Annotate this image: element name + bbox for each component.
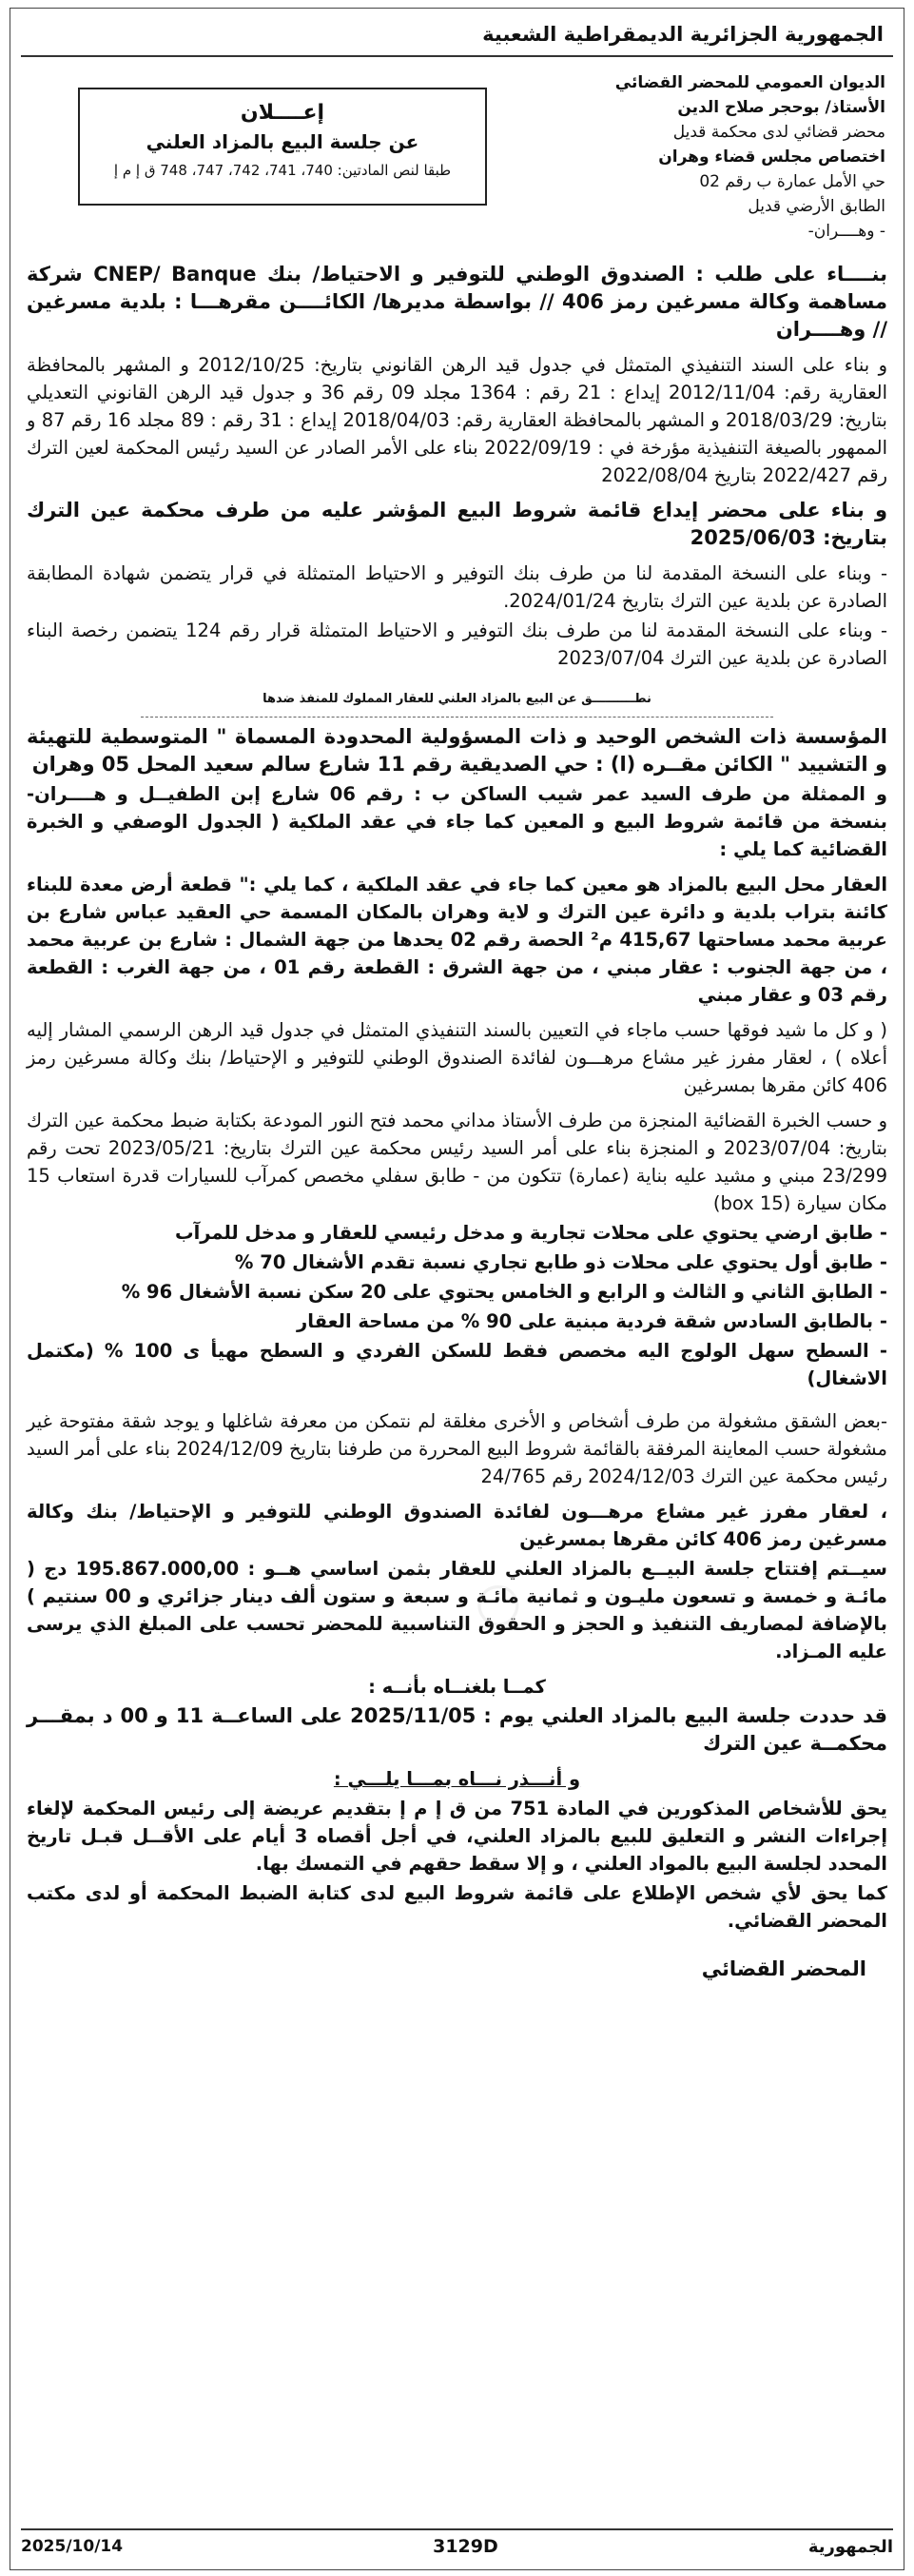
list-item: - طابق ارضي يحتوي على محلات تجارية و مدخل رئيسي للعقار و مدخل للمرآب (174, 1222, 887, 1244)
office-line: حي الأمل عمارة ب رقم 02 (699, 172, 885, 191)
office-line: الديوان العمومي للمحضر القضائي (614, 73, 885, 92)
paragraph-enforcement-title: و بناء على السند التنفيذي المتمثل في جدول قيد الرهن القانوني بتاريخ: 2012/10/25 و المشهر بالمحافظة العقارية رقم: 2012/11/04 إيداع : 21 رقم : 1364 مجلد 09 رقم 36 و جدول قيد الرهن القانوني التعديلي بتاريخ: 2018/03/29 و المشهر بالمحافظة العقارية رقم: 2018/04/03 إيداع : 31 رقم : 89 مجلد 16 رقم 87 و الممهور بالصيغة التنفيذية مؤرخة في : 2022/09/19 بناء على الأمر الصادر عن السيد رئيس المحكمة لعين الترك رقم 2022/427 بتاريخ 2022/08/04 (27, 354, 888, 486)
paragraph-expertise: و حسب الخبرة القضائية المنجزة من طرف الأستاذ مداني محمد فتح النور المودعة بكتابة ضبط محكمة عين الترك بتاريخ: 2023/07/04 و المنجزة بناء على أمر السيد رئيس محكمة عين الترك بتاريخ: 2023/05/21 تحت رقم 23/299 مبني و مشيد عليه بناية (عمارة) تتكون من - طابق سفلي مخصص كمرآب للسيارات قدرة استعاب 15 مكان سيارة (15 box) (27, 1110, 888, 1214)
paragraph-property-description: العقار محل البيع بالمزاد هو معين كما جاء في عقد الملكية ، كما يلي :" قطعة أرض معدة للبناء كائنة بتراب بلدية و دائرة عين الترك و لاية وهران بالمكان المسمة حي العقيد عباس شارع بن عربية محمد مساحتها 415,67 م² الحصة رقم 02 يحدها من جهة الشمال : شارع بن عربية محمد ، من جهة الجنوب : عقار مبني ، من جهة الشرق : القطعة رقم 01 ، من جهة الغرب : القطعة رقم 03 و عقار مبني (27, 874, 887, 1006)
sale-pronouncement-title: نطــــــــــق عن البيع بالمزاد العلني للعقار المملوك للمنفذ ضدها (141, 679, 773, 718)
watermark: ○ (464, 1563, 535, 1642)
newspaper-name: الجمهورية (807, 2536, 893, 2557)
notice-box (78, 88, 487, 206)
office-line: اختصاص مجلس قضاء وهران (658, 147, 885, 167)
paragraph-mortgagee: ، لعقار مفرز غير مشاع مرهـــون لفائدة الصندوق الوطني للتوفير و الإحتياط/ بنك وكالة مسرغين رمز 406 كائن مقرها بمسرغين (27, 1501, 887, 1550)
floor-item: السطح سهل الولوج اليه مخصص فقط للسكن الفردي و السطح مهيأ ى 100 % (مكتمل الاشغال) (27, 1340, 887, 1389)
header-block (21, 70, 893, 261)
floor-item: طابق ارضي يحتوي على محلات تجارية و مدخل رئيسي للعقار و مدخل للمرآب (174, 1222, 874, 1244)
paragraph-building-permit: - وبناء على النسخة المقدمة لنا من طرف بنك التوفير و الاحتياط المتمثلة قرار رقم 124 يتضمن رخصة البناء الصادرة عن بلدية عين الترك 2023/07/04 (27, 619, 887, 669)
list-item: - الطابق الثاني و الثالث و الرابع و الخامس يحتوي على 20 سكن نسبة الأشغال 96 % (121, 1281, 887, 1303)
republic-header: الجمهورية الجزائرية الديمقراطية الشعبية (21, 17, 893, 57)
publication-code: 3129D (433, 2536, 498, 2557)
floor-item: بالطابق السادس شقة فردية مبنية على 90 % من مساحة العقار (297, 1310, 874, 1332)
footer (21, 2528, 893, 2563)
notice-body (21, 261, 893, 1935)
office-line: - وهــــران- (807, 222, 885, 241)
paragraph-base-price: سيــتم إفتتاح جلسة البيــع بالمزاد العلني للعقار بثمن اساسي هــو : 195.867.000,00 دج ( مائـة و خمسة و تسعون مليـون و ثمانية مائـة و سبعة و ستون ألف دينار جزائري و 00 سنتيم ) بالإضافة لمصاريف التنفيذ و الحجز و الحقوق التناسبية للمحضر تحسب على المبلغ الذي يرسى عليه المـزاد. (27, 1558, 887, 1662)
paragraph-conformity-certificate: - وبناء على النسخة المقدمة لنا من طرف بنك التوفير و الاحتياط المتمثلة في قرار يتضمن شهادة المطابقة الصادرة عن بلدية عين الترك بتاريخ 2024/01/24. (27, 562, 887, 612)
notice-subtitle: عن جلسة البيع بالمزاد العلني (146, 130, 419, 153)
paragraph-property-mortgage: ( و كل ما شيد فوقها حسب ماجاء في التعيين بالسند التنفيذي المتمثل في جدول قيد الرهن الرسمي المشار إليه أعلاه ) ، لعقار مفرز غير مشاع مرهـــون لفائدة الصندوق الوطني للتوفير و الإحتياط/ بنك وكالة مسرغين رمز 406 كائن مقرها بمسرغين (27, 1019, 887, 1096)
notice-legal-basis: طبقا لنص المادتين: 740، 741، 742، 747، 748 ق إ م إ (113, 162, 452, 179)
section-kama-title: كمــا بلغنــاه بأنــه : (368, 1676, 546, 1698)
paragraph-representative: و الممثلة من طرف السيد عمر شيب الساكن ب : رقم 06 شارع إبن الطفيــل و هــــران- بنسخة من قائمة شروط البيع و المعين كما جاء في عقد الملكية ( الجدول الوصفي و الخبرة القضائية كما يلي : (27, 783, 887, 860)
office-line: محضر قضائي لدى محكمة قديل (672, 123, 885, 142)
list-item: - طابق أول يحتوي على محلات ذو طابع تجاري نسبة تقدم الأشغال 70 % (234, 1251, 887, 1273)
paragraph-consultation-right: كما يحق لأي شخص الإطلاع على قائمة شروط البيع لدى كتابة الضبط المحكمة أو لدى مكتب المحضر القضائي. (27, 1882, 887, 1932)
paragraph-auction-date: قد حددت جلسة البيع بالمزاد العلني يوم : 2025/11/05 على الساعــة 11 و 00 د بمقـــر محكمــة عين الترك (27, 1704, 887, 1755)
floor-item: طابق أول يحتوي على محلات ذو طابع تجاري نسبة تقدم الأشغال 70 % (234, 1251, 874, 1273)
paragraph-conditions-deposit: و بناء على محضر إيداع قائمة شروط البيع المؤشر عليه من طرف محكمة عين الترك بتاريخ: 2025/06/03 (27, 499, 887, 549)
paragraph-request: بنــــاء على طلب : الصندوق الوطني للتوفير و الاحتياط/ بنك CNEP/ Banque شركة مساهمة وكالة مسرغين رمز 406 // بواسطة مديرها/ الكائــــن مقرهـــا : بلدية مسرغين // وهــــران (27, 263, 887, 341)
paragraph-occupancy: -بعض الشقق مشغولة من طرف أشخاص و الأخرى مغلقة لم نتمكن من معرفة شاغلها و يوجد شقة مفتوحة غير مشغولة حسب المعاينة المرفقة بالقائمة شروط البيع المحررة من طرفنا بتاريخ 2024/12/09 بناء على أمر السيد رئيس محكمة عين الترك 2024/12/03 رقم 24/765 (27, 1410, 887, 1487)
list-item: - بالطابق السادس شقة فردية مبنية على 90 % من مساحة العقار (297, 1310, 887, 1332)
signature: المحضر القضائي (701, 1957, 866, 1980)
publication-date: 2025/10/14 (21, 2537, 124, 2556)
office-line: الأستاذ/ بوحجر صلاح الدين (677, 98, 885, 117)
list-item: - السطح سهل الولوج اليه مخصص فقط للسكن الفردي و السطح مهيأ ى 100 % (مكتمل الاشغال) (27, 1340, 887, 1389)
office-block (610, 70, 893, 261)
paragraph-debtor: المؤسسة ذات الشخص الوحيد و ذات المسؤولية المحدودة المسماة " المتوسطية للتهيئة و التشييد " الكائن مقــره (ا) : حي الصديقية رقم 11 شارع سالم سعيد المحل 05 وهران (27, 725, 887, 776)
section-warning-title: و أنـــذر نـــاه بمـــا يلـــي : (333, 1768, 581, 1790)
notice-title: إعــــلان (240, 101, 325, 125)
office-line: الطابق الأرضي قديل (748, 197, 885, 216)
paragraph-cancellation-right: يحق للأشخاص المذكورين في المادة 751 من ق إ م إ بتقديم عريضة إلى رئيس المحكمة لإلغاء إجراءات النشر و التعليق للبيع بالمزاد العلني، في أجل أقصاه 3 أيام على الأقــل قبـل تاريخ المحدد لجلسة البيع بالمواد العلني ، و إلا سقط حقهم في التمسك بها. (27, 1798, 888, 1875)
floor-item: الطابق الثاني و الثالث و الرابع و الخامس يحتوي على 20 سكن نسبة الأشغال 96 % (121, 1281, 874, 1303)
